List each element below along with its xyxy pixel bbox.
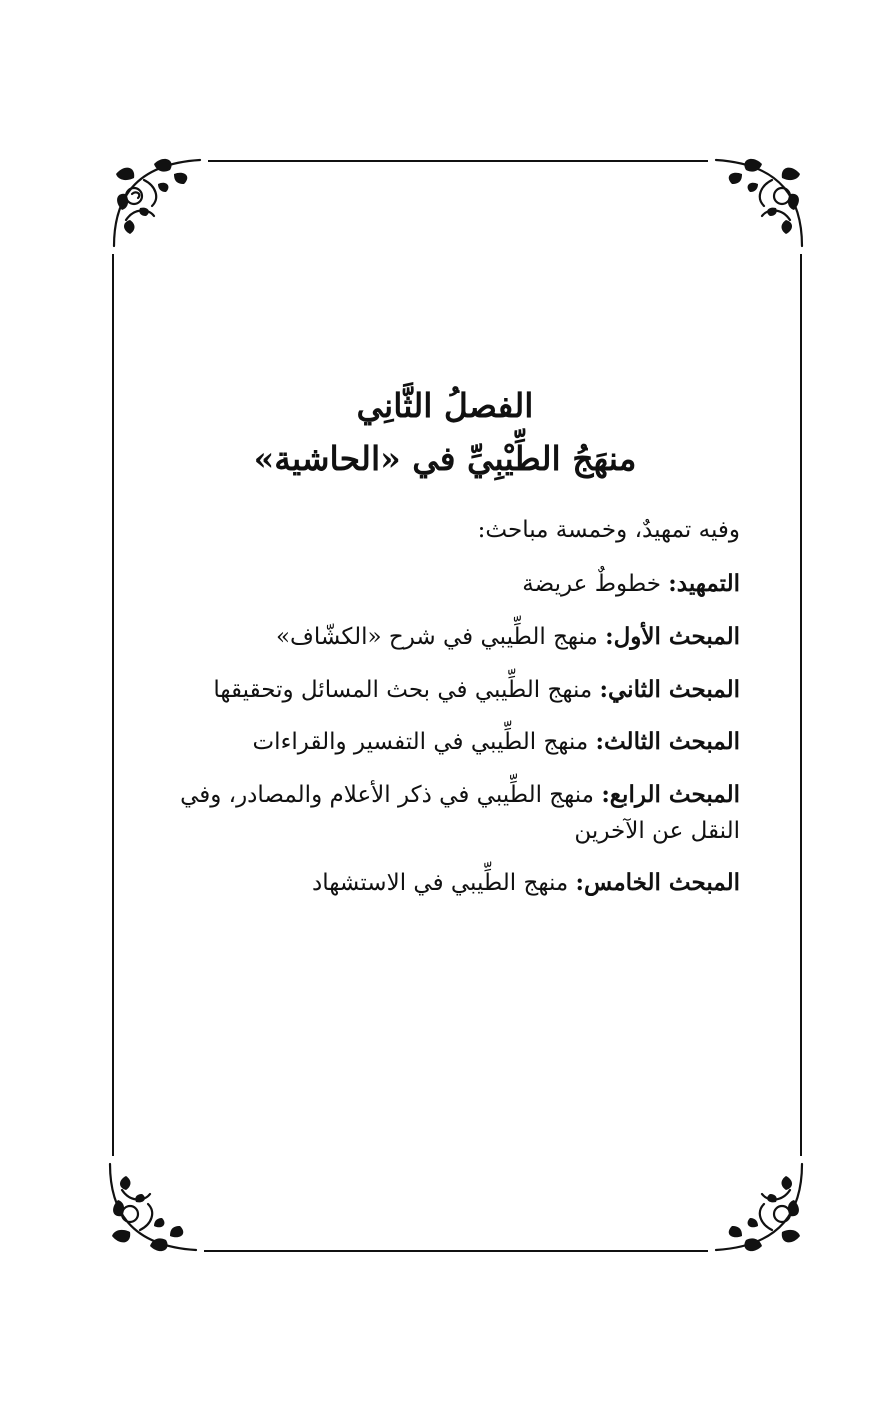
section-item-5 xyxy=(150,865,740,902)
chapter-content xyxy=(150,380,740,918)
chapter-subtitle: منهَجُ الطِّيْبِيِّ في «الحاشية» xyxy=(253,438,637,478)
floral-corner-ornament-icon xyxy=(708,1156,812,1260)
chapter-title: الفصلُ الثَّانِي xyxy=(356,386,534,425)
section-text: خطوطٌ عريضة xyxy=(522,571,669,598)
section-text: منهج الطِّيبي في الاستشهاد xyxy=(312,870,576,897)
section-item-2 xyxy=(150,672,740,709)
section-label: التمهيد: xyxy=(668,570,740,598)
section-text: منهج الطِّيبي في بحث المسائل وتحقيقها xyxy=(213,676,600,703)
chapter-intro: وفيه تمهيدٌ، وخمسة مباحث: xyxy=(477,516,740,543)
section-label: المبحث الخامس: xyxy=(575,869,740,897)
section-item-intro xyxy=(150,566,740,603)
section-text: منهج الطِّيبي في ذكر الأعلام والمصادر، وفي النقل عن الآخرين xyxy=(180,781,740,844)
section-text: منهج الطِّيبي في شرح «الكشّاف» xyxy=(275,624,606,651)
section-label: المبحث الأول: xyxy=(605,623,740,651)
section-list xyxy=(150,566,740,901)
section-item-4 xyxy=(150,777,740,849)
section-text: منهج الطِّيبي في التفسير والقراءات xyxy=(252,729,596,756)
floral-corner-ornament-icon xyxy=(104,150,208,254)
section-item-1 xyxy=(150,619,740,656)
section-item-3 xyxy=(150,724,740,761)
section-label: المبحث الرابع: xyxy=(601,780,740,808)
section-label: المبحث الثاني: xyxy=(599,675,740,703)
section-label: المبحث الثالث: xyxy=(595,728,740,756)
floral-corner-ornament-icon xyxy=(708,150,812,254)
floral-corner-ornament-icon xyxy=(100,1156,204,1260)
